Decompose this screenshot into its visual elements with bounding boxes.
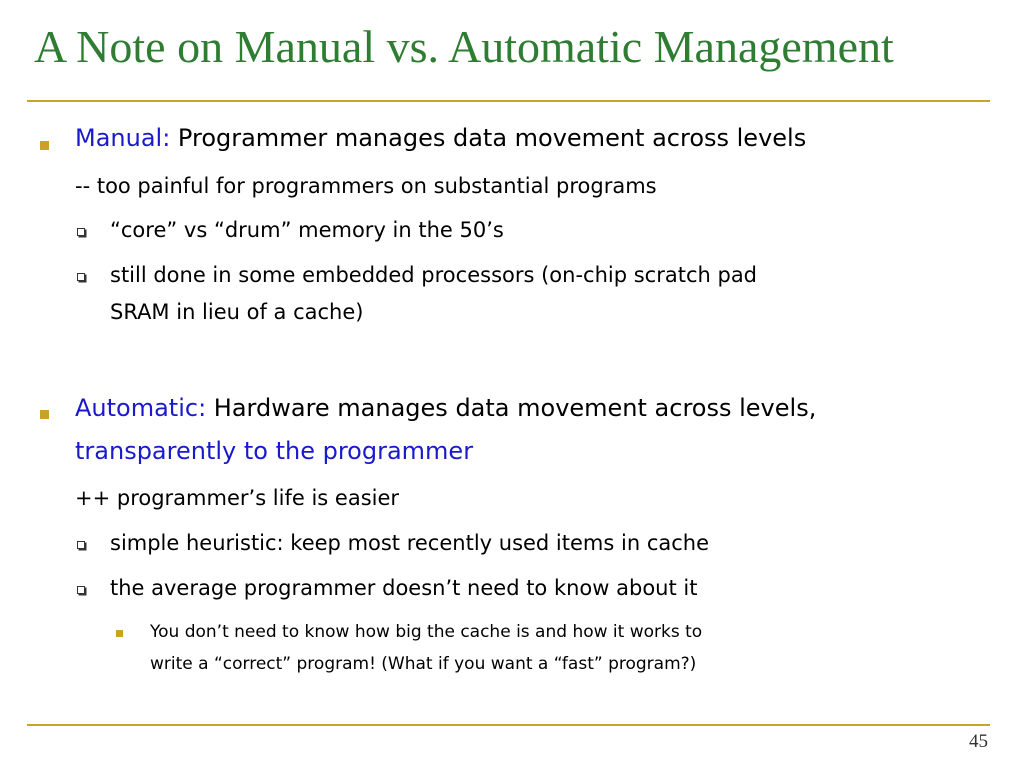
manual-bullet: [75, 122, 806, 155]
automatic-subpoint-heuristic: simple heuristic: keep most recently used items in cache: [110, 531, 710, 555]
automatic-continuation: transparently to the programmer: [75, 437, 474, 465]
automatic-detail-line-2: write a “correct” program! (What if you want a “fast” program?): [150, 654, 697, 674]
slide-title: A Note on Manual vs. Automatic Management: [34, 21, 894, 72]
automatic-bullet: [75, 392, 816, 425]
hollow-square-bullet-icon: [77, 228, 85, 236]
square-bullet-icon: [40, 141, 49, 150]
hollow-square-bullet-icon: [77, 541, 85, 549]
automatic-text: Hardware manages data movement across levels,: [206, 394, 817, 422]
manual-subpoint-embedded: still done in some embedded processors (on-chip scratch pad: [110, 263, 758, 287]
manual-subpoint-core-drum: “core” vs “drum” memory in the 50’s: [110, 218, 504, 242]
hollow-square-bullet-icon: [77, 586, 85, 594]
page-number: 45: [969, 731, 988, 752]
automatic-detail-line-1: You don’t need to know how big the cache is and how it works to: [150, 622, 703, 642]
footer-divider: [27, 724, 990, 726]
hollow-square-bullet-icon: [77, 273, 85, 281]
square-bullet-icon: [40, 410, 49, 419]
automatic-label: Automatic:: [75, 394, 207, 422]
square-bullet-icon: [116, 630, 123, 637]
title-divider: [27, 100, 990, 102]
manual-label: Manual:: [75, 124, 171, 152]
automatic-note: ++ programmer’s life is easier: [75, 486, 400, 510]
manual-subpoint-embedded-cont: SRAM in lieu of a cache): [110, 300, 364, 324]
automatic-subpoint-average: the average programmer doesn’t need to know about it: [110, 576, 698, 600]
manual-note: -- too painful for programmers on substantial programs: [75, 174, 657, 198]
manual-text: Programmer manages data movement across levels: [170, 124, 807, 152]
